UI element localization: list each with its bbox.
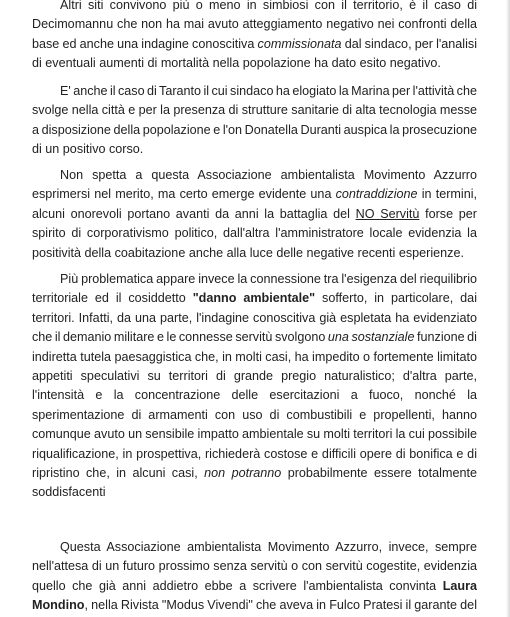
emphasis: "danno ambientale" <box>192 291 316 306</box>
text-line: indiretta tutela paesaggistica che, in molti casi, ha impedito o fortemente limitato <box>32 349 477 364</box>
emphasis: Mondino <box>32 598 85 613</box>
text-line: Decimomannu che non ha mai avuto atteggiamento negativo nei confronti della <box>32 17 477 32</box>
text-line: sperimentazione di armamenti con uso di combustibili e propellenti, hanno <box>32 407 477 422</box>
text-line: Non spetta a questa Associazione ambientalista Movimento Azzurro <box>60 168 477 182</box>
text-line: di un positivo corso. <box>32 142 144 157</box>
text-line: svolge nella città e per la presenza di strutture sanitarie di alta tecnologia messe <box>32 103 477 118</box>
text-line: a disposizione della popolazione e l'on Donatella Duranti auspica la prosecuzione <box>32 122 477 137</box>
text-line: l'intensità e la concentrazione delle esercitazioni a fuoco, nonché la <box>32 388 477 403</box>
paragraph-laura-mondino <box>32 538 477 616</box>
text-line: di eventuali aumenti di mortalità nella popolazione ha dato esito negativo. <box>32 56 441 71</box>
text-line: soddisfacenti <box>32 485 106 500</box>
text-line: Questa Associazione ambientalista Movimento Azzurro, invece, sempre <box>60 540 477 554</box>
emphasis: NO Servitù <box>355 206 420 221</box>
text-line: alcuni onorevoli portano avanti da anni la battaglia del NO Servitù forse per <box>32 206 477 221</box>
text-line: quello che già anni addietro ebbe a scrivere l'ambientalista convinta Laura <box>32 578 477 593</box>
emphasis: commissionata <box>257 36 342 51</box>
text-line: territoriale ed il cosiddetto "danno ambientale" sofferto, in particolare, dai <box>32 291 477 306</box>
text-line: positività della coabitazione anche alla luce delle negative recenti esperienze. <box>32 245 464 260</box>
paragraph-decimomannu <box>32 0 477 74</box>
paragraph-danno-ambientale <box>32 270 477 503</box>
scan-edge-shadow <box>506 0 510 617</box>
emphasis: contraddizione <box>335 187 418 202</box>
emphasis: Laura <box>442 578 477 593</box>
text-line: nell'attesa di un futuro prossimo senza servitù o con servitù cogestite, evidenzia <box>32 559 477 574</box>
text-line: ripristino che, in alcuni casi, non potranno probabilmente essere totalmente <box>32 466 477 481</box>
text-line: riqualificazione, in prospettiva, richiederà costose e difficili opere di bonifica e di <box>32 446 477 461</box>
text-line: che il demanio militare e le connesse servitù svolgono una sostanziale funzione di <box>32 330 477 345</box>
emphasis: una sostanziale <box>327 330 415 345</box>
text-line: territori. Infatti, da una parte, l'indagine conoscitiva già espletata ha evidenziato <box>32 310 477 325</box>
text-line: appetiti speculativi su territori di grande pregio naturalistico; d'altra parte, <box>32 369 477 384</box>
text-line: esprimersi nel merito, ma certo emerge evidente una contraddizione in termini, <box>32 187 477 202</box>
text-line: base ed anche una indagine conoscitiva commissionata dal sindaco, per l'analisi <box>32 36 477 51</box>
text-line: comunque avuto un sensibile impatto ambientale su molti territori la cui possibile <box>32 427 477 442</box>
text-line: Altri siti convivono più o meno in simbiosi con il territorio, è il caso di <box>60 0 477 12</box>
text-line: Più problematica appare invece la connessione tra l'esigenza del riequilibrio <box>60 272 477 286</box>
paragraph-movimento-azzurro <box>32 166 477 263</box>
text-line: Mondino, nella Rivista "Modus Vivendi" che aveva in Fulco Pratesi il garante del <box>32 598 477 613</box>
paragraph-taranto <box>32 82 477 160</box>
text-line: spirito di corporativismo politico, dall'altra l'amministratore locale evidenzia la <box>32 226 477 241</box>
emphasis: non potranno <box>204 466 282 481</box>
text-line: E' anche il caso di Taranto il cui sindaco ha elogiato la Marina per l'attività che <box>60 84 477 98</box>
